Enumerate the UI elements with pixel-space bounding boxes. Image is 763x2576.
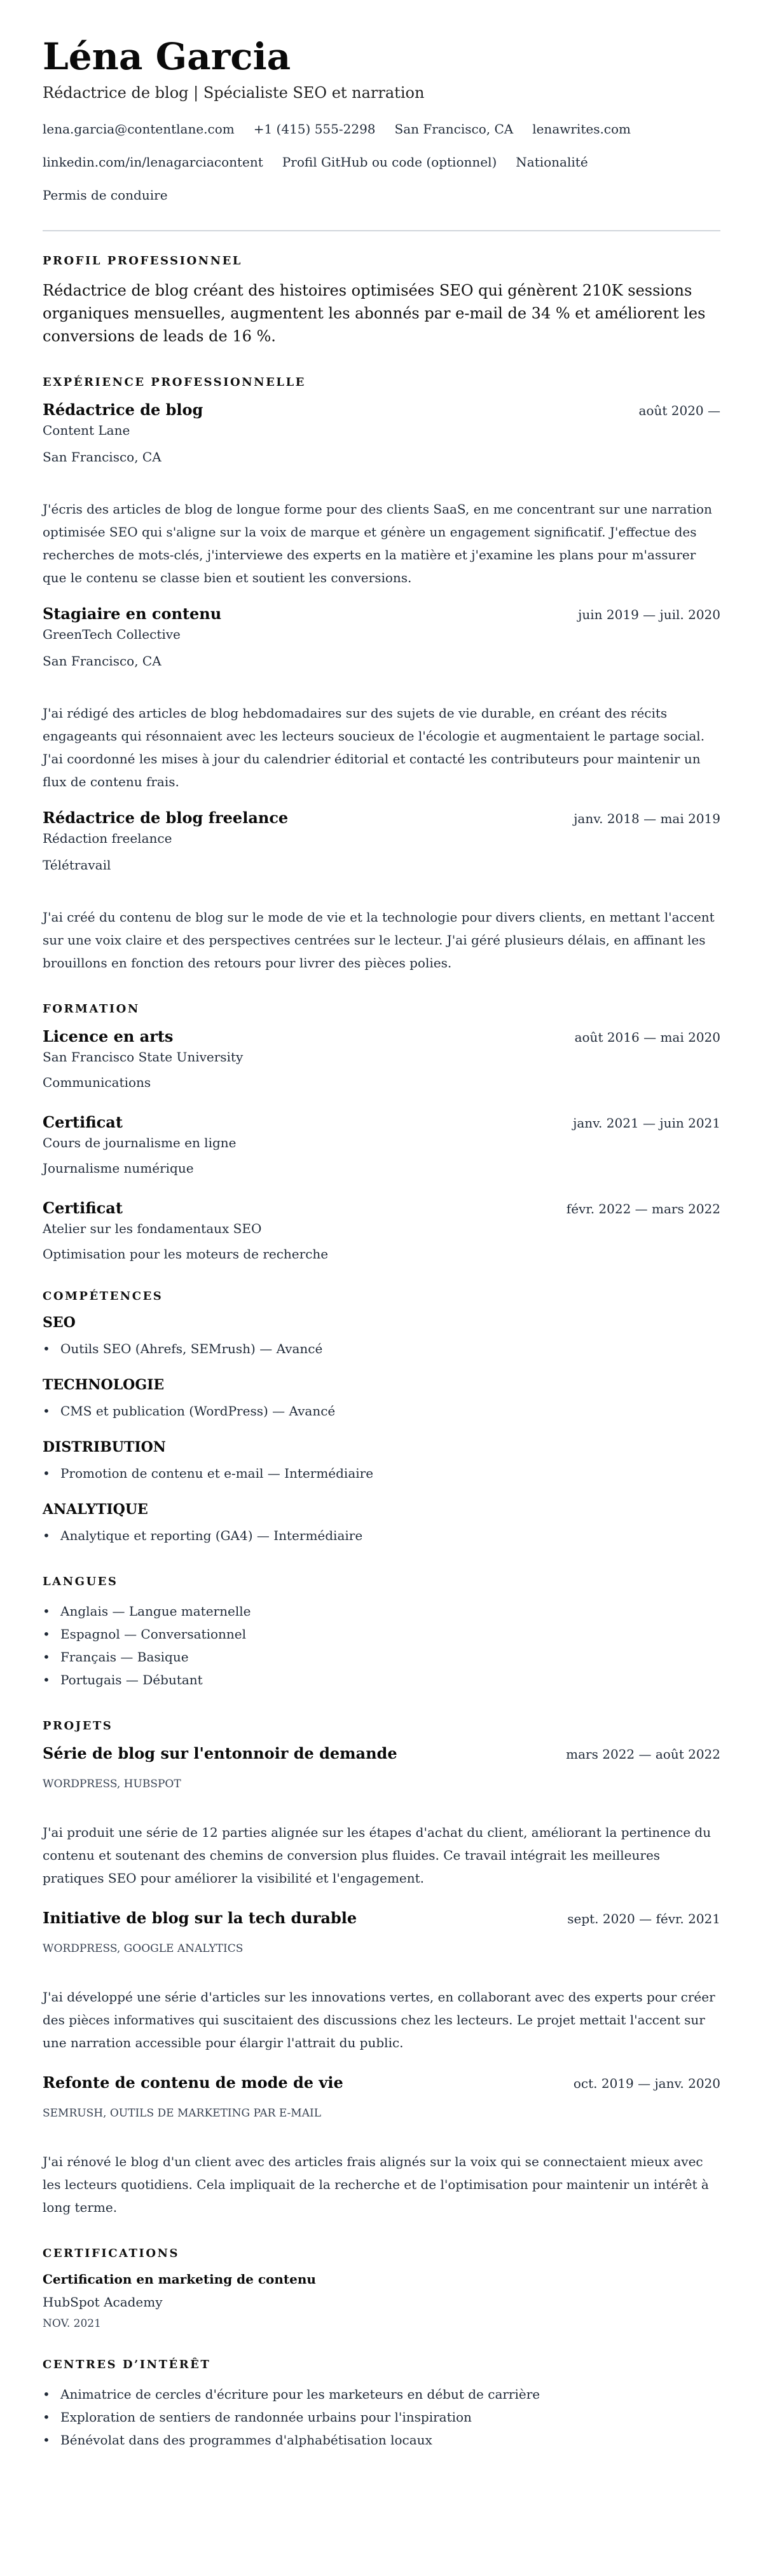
interest-item: • Bénévolat dans des programmes d'alphabétisation locaux bbox=[43, 2429, 720, 2451]
job-location: San Francisco, CA bbox=[43, 449, 162, 465]
skill-item: • Promotion de contenu et e-mail — Intermédiaire bbox=[43, 1462, 720, 1485]
project-name: Refonte de contenu de mode de vie bbox=[43, 2073, 343, 2092]
education-dates: janv. 2021 — juin 2021 bbox=[573, 1115, 720, 1131]
section-title-education: FORMATION bbox=[43, 1002, 140, 1016]
projects-section bbox=[43, 1719, 720, 2219]
interest-item: • Exploration de sentiers de randonnée urbains pour l'inspiration bbox=[43, 2406, 720, 2429]
education-entry bbox=[43, 1199, 720, 1262]
education-dates: févr. 2022 — mars 2022 bbox=[566, 1201, 720, 1216]
experience-entry bbox=[43, 808, 720, 974]
experience-entry bbox=[43, 604, 720, 793]
profile-summary: Rédactrice de blog créant des histoires optimisées SEO qui génèrent 210K sessions organiques mensuelles, augmentent les abonnés par e-mail de 34 % et améliorent les conversions de leads de 16 %. bbox=[43, 281, 706, 345]
project-name: Initiative de blog sur la tech durable bbox=[43, 1908, 357, 1927]
contact-driving-license: Permis de conduire bbox=[43, 187, 168, 203]
skill-list bbox=[43, 1524, 720, 1547]
skill-group-title: ANALYTIQUE bbox=[43, 1501, 148, 1518]
interests-section bbox=[43, 2358, 720, 2451]
language-item: • Espagnol — Conversationnel bbox=[43, 1623, 720, 1646]
education-section bbox=[43, 1002, 720, 1262]
field-of-study: Journalisme numérique bbox=[43, 1160, 194, 1176]
education-entry bbox=[43, 1113, 720, 1176]
skill-list bbox=[43, 1462, 720, 1485]
job-description: J'ai créé du contenu de blog sur le mode de vie et la technologie pour divers clients, en mettant l'accent sur une voix claire et des perspectives centrées sur le lecteur. J'ai géré plusieurs délais, en affinant les brouillons en fonction des retours pour livrer des pièces polies. bbox=[43, 909, 715, 971]
section-title-interests: CENTRES D’INTÉRÊT bbox=[43, 2357, 211, 2371]
contact-email[interactable]: lena.garcia@contentlane.com bbox=[43, 121, 235, 137]
degree-title: Certificat bbox=[43, 1112, 123, 1131]
certification-name: Certification en marketing de contenu bbox=[43, 2271, 316, 2287]
contact-website[interactable]: lenawrites.com bbox=[532, 121, 631, 137]
job-title: Rédactrice de blog bbox=[43, 400, 203, 419]
skill-group-title: SEO bbox=[43, 1314, 76, 1331]
contact-nationality: Nationalité bbox=[516, 154, 588, 170]
job-dates: janv. 2018 — mai 2019 bbox=[574, 810, 720, 826]
project-dates: sept. 2020 — févr. 2021 bbox=[567, 1911, 720, 1926]
job-company: Rédaction freelance bbox=[43, 830, 172, 846]
job-title: Rédactrice de blog freelance bbox=[43, 808, 289, 827]
project-entry bbox=[43, 2073, 720, 2219]
language-item: • Français — Basique bbox=[43, 1646, 720, 1668]
job-location: San Francisco, CA bbox=[43, 653, 162, 669]
language-item: • Portugais — Débutant bbox=[43, 1668, 720, 1691]
project-dates: oct. 2019 — janv. 2020 bbox=[573, 2075, 720, 2091]
education-dates: août 2016 — mai 2020 bbox=[574, 1029, 720, 1045]
school-name: Atelier sur les fondamentaux SEO bbox=[43, 1220, 262, 1236]
contact-list bbox=[43, 121, 720, 220]
header-divider bbox=[43, 230, 720, 231]
skill-group-title: DISTRIBUTION bbox=[43, 1438, 166, 1455]
project-entry bbox=[43, 1744, 720, 1890]
job-company: Content Lane bbox=[43, 422, 130, 438]
project-description: J'ai développé une série d'articles sur les innovations vertes, en collaborant avec des experts pour créer des pièces informatives qui suscitaient des discussions chez les lecteurs. Le projet mettait l'accent sur une narration accessible pour élargir l'attrait du public. bbox=[43, 1989, 715, 2050]
skill-list bbox=[43, 1337, 720, 1360]
experience-section bbox=[43, 376, 720, 974]
certification-date: NOV. 2021 bbox=[43, 2317, 101, 2330]
project-entry bbox=[43, 1909, 720, 2054]
job-dates: août 2020 — bbox=[638, 402, 720, 418]
contact-linkedin[interactable]: linkedin.com/in/lenagarciacontent bbox=[43, 154, 263, 170]
certification-issuer: HubSpot Academy bbox=[43, 2294, 163, 2310]
job-title: Stagiaire en contenu bbox=[43, 604, 222, 623]
skill-group-title: TECHNOLOGIE bbox=[43, 1376, 165, 1393]
project-name: Série de blog sur l'entonnoir de demande bbox=[43, 1743, 397, 1762]
skills-section bbox=[43, 1290, 720, 1547]
skill-group bbox=[43, 1377, 720, 1422]
skill-group bbox=[43, 1314, 720, 1360]
certifications-section bbox=[43, 2247, 720, 2330]
contact-phone[interactable]: +1 (415) 555-2298 bbox=[253, 121, 376, 137]
project-tech: SEMRUSH, OUTILS DE MARKETING PAR E-MAIL bbox=[43, 2106, 321, 2120]
skill-list bbox=[43, 1400, 720, 1422]
project-tech: WORDPRESS, HUBSPOT bbox=[43, 1777, 181, 1790]
job-description: J'ai rédigé des articles de blog hebdomadaires sur des sujets de vie durable, en créant des récits engageants qui résonnaient avec les lecteurs soucieux de l'écologie et augmentaient le partage social. J'ai coordonné les mises à jour du calendrier éditorial et contacté les contributeurs pour maintenir un flux de contenu frais. bbox=[43, 705, 705, 789]
project-tech: WORDPRESS, GOOGLE ANALYTICS bbox=[43, 1942, 244, 1955]
section-title-experience: EXPÉRIENCE PROFESSIONNELLE bbox=[43, 375, 306, 389]
project-description: J'ai rénové le blog d'un client avec des articles frais alignés sur la voix qui se connectaient mieux avec les lecteurs quotidiens. Cela impliquait de la recherche et de l'optimisation pour maintenir un intérêt à long terme. bbox=[43, 2153, 709, 2215]
contact-github: Profil GitHub ou code (optionnel) bbox=[282, 154, 497, 170]
field-of-study: Communications bbox=[43, 1074, 151, 1090]
job-location: Télétravail bbox=[43, 857, 111, 873]
job-company: GreenTech Collective bbox=[43, 626, 181, 642]
job-description: J'écris des articles de blog de longue forme pour des clients SaaS, en me concentrant sur une narration optimisée SEO qui s'aligne sur la voix de marque et génère un engagement significatif. J'effectue des recherches de mots-clés, j'interviewe des experts en la matière et j'examine les plans pour m'assurer que le contenu se classe bien et soutient les conversions. bbox=[43, 501, 712, 585]
job-dates: juin 2019 — juil. 2020 bbox=[578, 606, 720, 622]
certification-entry bbox=[43, 2272, 720, 2330]
skill-group bbox=[43, 1439, 720, 1485]
degree-title: Licence en arts bbox=[43, 1026, 174, 1046]
interest-list bbox=[43, 2383, 720, 2451]
project-dates: mars 2022 — août 2022 bbox=[566, 1746, 720, 1762]
field-of-study: Optimisation pour les moteurs de recherche bbox=[43, 1246, 329, 1262]
skill-group bbox=[43, 1501, 720, 1547]
section-title-languages: LANGUES bbox=[43, 1574, 118, 1588]
languages-section bbox=[43, 1575, 720, 1691]
candidate-headline: Rédactrice de blog | Spécialiste SEO et narration bbox=[43, 83, 425, 102]
skill-item: • Outils SEO (Ahrefs, SEMrush) — Avancé bbox=[43, 1337, 720, 1360]
candidate-name: Léna Garcia bbox=[43, 35, 291, 78]
education-entry bbox=[43, 1027, 720, 1090]
school-name: Cours de journalisme en ligne bbox=[43, 1135, 237, 1150]
skill-item: • Analytique et reporting (GA4) — Intermédiaire bbox=[43, 1524, 720, 1547]
section-title-certifications: CERTIFICATIONS bbox=[43, 2246, 179, 2260]
degree-title: Certificat bbox=[43, 1198, 123, 1217]
section-title-projects: PROJETS bbox=[43, 1719, 113, 1733]
section-title-skills: COMPÉTENCES bbox=[43, 1289, 163, 1303]
contact-location: San Francisco, CA bbox=[394, 121, 514, 137]
school-name: San Francisco State University bbox=[43, 1049, 244, 1065]
experience-entry bbox=[43, 400, 720, 589]
resume-header bbox=[43, 36, 720, 220]
interest-item: • Animatrice de cercles d'écriture pour les marketeurs en début de carrière bbox=[43, 2383, 720, 2406]
skill-item: • CMS et publication (WordPress) — Avancé bbox=[43, 1400, 720, 1422]
profile-section bbox=[43, 254, 720, 348]
language-list bbox=[43, 1600, 720, 1691]
section-title-profile: PROFIL PROFESSIONNEL bbox=[43, 254, 242, 268]
language-item: • Anglais — Langue maternelle bbox=[43, 1600, 720, 1623]
project-description: J'ai produit une série de 12 parties alignée sur les étapes d'achat du client, améliorant la pertinence du contenu et soutenant des chemins de conversion plus fluides. Ce travail intégrait les meilleures pratiques SEO pour améliorer la visibilité et l'engagement. bbox=[43, 1824, 711, 1886]
